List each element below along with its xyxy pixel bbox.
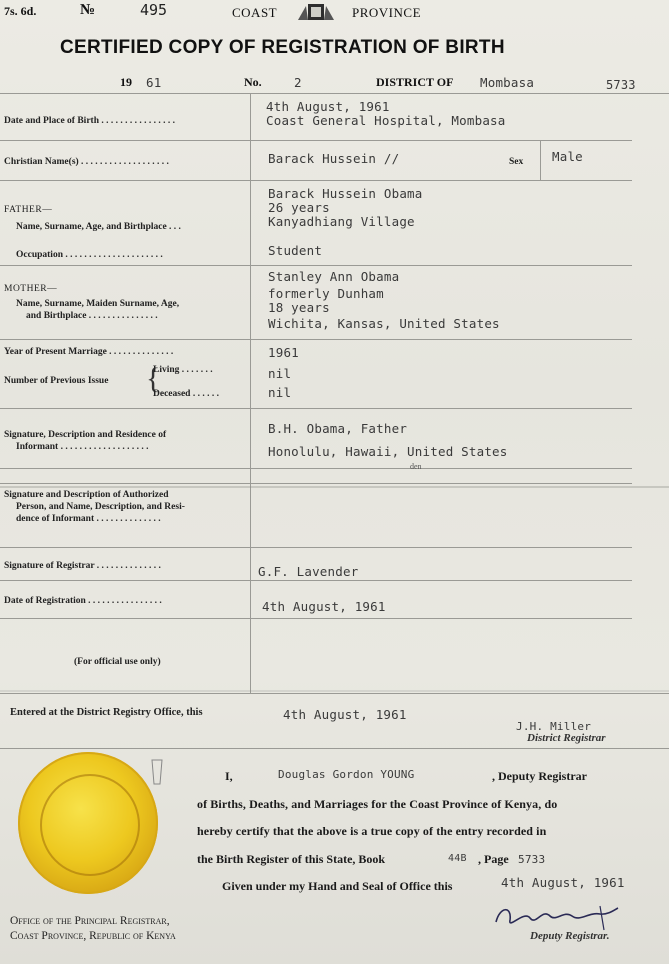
office-line-1: Office of the Principal Registrar, bbox=[10, 915, 170, 927]
coat-of-arms-icon bbox=[296, 2, 336, 22]
mother-name: Stanley Ann Obama bbox=[268, 269, 400, 284]
province-right: PROVINCE bbox=[352, 5, 422, 20]
mother-label-2: and Birthplace . . . . . . . . . . . . . . . bbox=[26, 311, 158, 321]
entered-signer: J.H. Miller bbox=[516, 720, 592, 733]
christian-name-label: Christian Name(s) . . . . . . . . . . . . . . . . . . . bbox=[4, 157, 169, 167]
cert-i: I, bbox=[225, 769, 233, 783]
year-prefix: 19 bbox=[120, 75, 132, 89]
entered-label: Entered at the District Registry Office, this bbox=[10, 707, 203, 718]
living-label: Living . . . . . . . bbox=[153, 365, 213, 375]
fee: 7s. 6d. bbox=[4, 4, 37, 18]
authorized-label-2: Person, and Name, Description, and Resi- bbox=[16, 502, 185, 512]
father-birthplace: Kanyadhiang Village bbox=[268, 214, 415, 229]
official-use-label: (For official use only) bbox=[74, 657, 161, 667]
cert-role: , Deputy Registrar bbox=[492, 769, 587, 783]
birth-label: Date and Place of Birth . . . . . . . . . . . . . . . . bbox=[4, 116, 175, 126]
registrar-value: G.F. Lavender bbox=[258, 564, 359, 579]
father-name: Barack Hussein Obama bbox=[268, 186, 423, 201]
district-value: Mombasa bbox=[480, 75, 535, 90]
occupation-label: Occupation . . . . . . . . . . . . . . . . . . . . . bbox=[16, 250, 163, 260]
deputy-registrar-title: Deputy Registrar. bbox=[530, 930, 610, 942]
office-line-2: Coast Province, Republic of Kenya bbox=[10, 930, 176, 942]
birth-place: Coast General Hospital, Mombasa bbox=[266, 113, 506, 128]
registration-label: Date of Registration . . . . . . . . . . . . . . . . bbox=[4, 596, 162, 606]
official-seal-icon bbox=[18, 752, 158, 894]
stamp-mark-icon bbox=[150, 758, 164, 786]
authorized-label-1: Signature and Description of Authorized bbox=[4, 490, 169, 500]
birth-date: 4th August, 1961 bbox=[266, 99, 390, 114]
cert-line-3: hereby certify that the above is a true copy of the entry recorded in bbox=[197, 824, 547, 838]
father-age: 26 years bbox=[268, 200, 330, 215]
informant-residence: Honolulu, Hawaii, United States bbox=[268, 444, 508, 459]
entered-value: 4th August, 1961 bbox=[283, 707, 407, 722]
cert-page-label: , Page bbox=[478, 852, 509, 866]
reference-number: 5733 bbox=[606, 78, 636, 92]
cert-name: Douglas Gordon YOUNG bbox=[278, 768, 415, 781]
mother-label-1: Name, Surname, Maiden Surname, Age, bbox=[16, 299, 180, 309]
no-label: No. bbox=[244, 75, 262, 89]
district-label: DISTRICT OF bbox=[376, 75, 454, 89]
brace-icon: { bbox=[146, 362, 161, 395]
district-registrar-title: District Registrar bbox=[527, 732, 606, 744]
mother-maiden-name: formerly Dunham bbox=[268, 286, 384, 301]
mother-heading: MOTHER— bbox=[4, 284, 58, 294]
year-suffix: 61 bbox=[146, 75, 162, 90]
no-value: 2 bbox=[294, 75, 302, 90]
father-label: Name, Surname, Age, and Birthplace . . . bbox=[16, 222, 181, 232]
father-heading: FATHER— bbox=[4, 205, 53, 215]
authorized-label-3: dence of Informant . . . . . . . . . . . . . . bbox=[16, 514, 161, 524]
informant-note: den bbox=[410, 462, 422, 471]
cert-given: Given under my Hand and Seal of Office this bbox=[222, 879, 453, 893]
christian-name-value: Barack Hussein // bbox=[268, 151, 400, 166]
number-symbol: № bbox=[80, 2, 96, 18]
mother-birthplace: Wichita, Kansas, United States bbox=[268, 316, 500, 331]
deputy-signature bbox=[490, 900, 620, 934]
living-value: nil bbox=[268, 366, 292, 381]
mother-age: 18 years bbox=[268, 300, 330, 315]
cert-line-4: the Birth Register of this State, Book bbox=[197, 852, 386, 866]
cert-line-2: of Births, Deaths, and Marriages for the Coast Province of Kenya, do bbox=[197, 797, 558, 811]
registrar-label: Signature of Registrar . . . . . . . . . . . . . . bbox=[4, 561, 161, 571]
cert-given-date: 4th August, 1961 bbox=[501, 875, 625, 890]
informant-label-1: Signature, Description and Residence of bbox=[4, 430, 167, 440]
cert-page: 5733 bbox=[518, 853, 546, 866]
marriage-value: 1961 bbox=[268, 345, 299, 360]
page-title: CERTIFIED COPY OF REGISTRATION OF BIRTH bbox=[60, 37, 505, 58]
registration-value: 4th August, 1961 bbox=[262, 599, 386, 614]
occupation-value: Student bbox=[268, 243, 323, 258]
marriage-label: Year of Present Marriage . . . . . . . . . . . . . . bbox=[4, 347, 174, 357]
issue-label: Number of Previous Issue bbox=[4, 376, 109, 386]
cert-book: 44B bbox=[448, 853, 467, 864]
sex-value: Male bbox=[552, 149, 583, 164]
informant-label-2: Informant . . . . . . . . . . . . . . . . . . . bbox=[16, 442, 149, 452]
sex-label: Sex bbox=[509, 157, 524, 167]
informant-name: B.H. Obama, Father bbox=[268, 421, 408, 436]
deceased-label: Deceased . . . . . . bbox=[153, 389, 219, 399]
deceased-value: nil bbox=[268, 385, 292, 400]
province-left: COAST bbox=[232, 5, 278, 20]
certificate-number: 495 bbox=[140, 1, 168, 19]
